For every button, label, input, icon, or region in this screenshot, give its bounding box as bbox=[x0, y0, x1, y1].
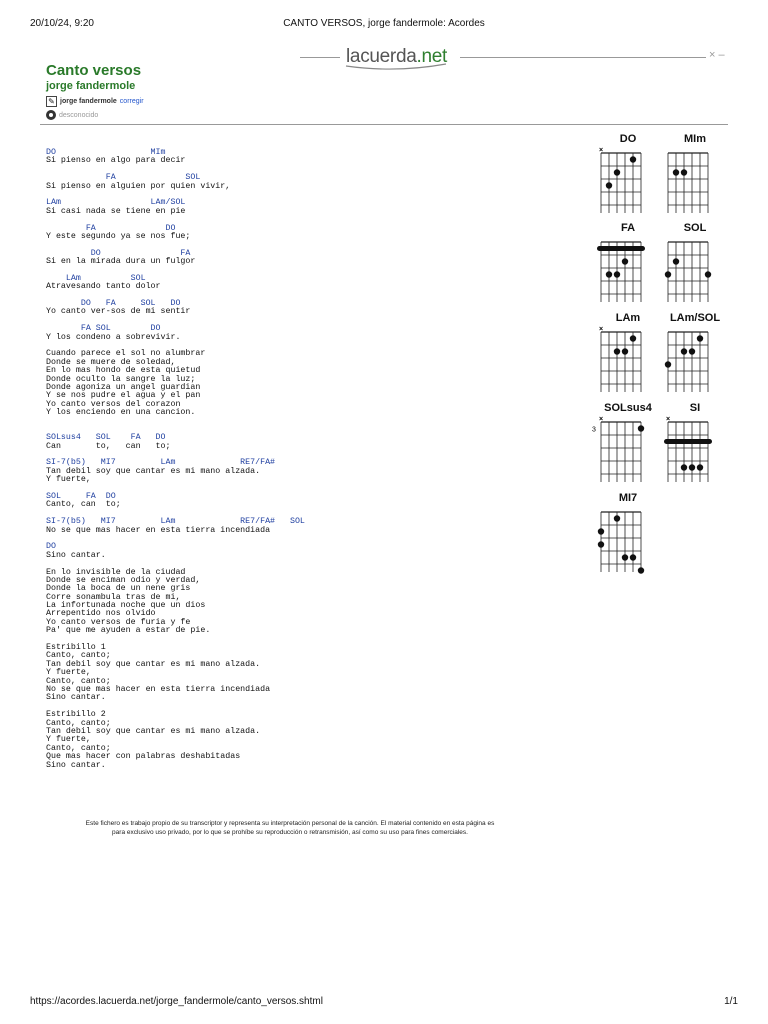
transcriber-row bbox=[46, 96, 144, 107]
lyric-line: Donde oculto la sangre la luz; bbox=[46, 374, 196, 384]
chord-line[interactable]: FA SOL DO bbox=[46, 324, 161, 334]
lyric-line: Sino cantar. bbox=[46, 760, 106, 770]
finger-dot bbox=[622, 554, 628, 560]
finger-dot bbox=[622, 258, 628, 264]
mute-mark: × bbox=[598, 147, 604, 154]
lyric-line: Atravesando tanto dolor bbox=[46, 282, 161, 292]
chord-line[interactable]: FA SOL bbox=[46, 173, 201, 183]
finger-dot bbox=[681, 169, 687, 175]
finger-dot bbox=[689, 348, 695, 354]
finger-dot bbox=[614, 169, 620, 175]
chord-grid bbox=[665, 147, 725, 221]
header-rule-left bbox=[300, 57, 340, 58]
site-header bbox=[300, 48, 728, 72]
chord-name: LAm/SOL bbox=[669, 312, 721, 324]
lyric-line: Canto, canto; bbox=[46, 676, 111, 686]
lyric-line: La infortunada noche que un dios bbox=[46, 601, 206, 611]
finger-dot bbox=[697, 464, 703, 470]
chord-diagram[interactable] bbox=[598, 133, 658, 213]
finger-dot bbox=[614, 515, 620, 521]
song-title: Canto versos bbox=[46, 62, 142, 79]
lyrics-block bbox=[46, 149, 566, 770]
print-header bbox=[30, 18, 738, 32]
logo-text-tld: .net bbox=[416, 46, 447, 67]
finger-dot bbox=[606, 271, 612, 277]
lyric-line: Canto, canto; bbox=[46, 651, 111, 661]
finger-dot bbox=[638, 567, 644, 573]
chord-name: SOLsus4 bbox=[604, 402, 652, 414]
chord-name: MIm bbox=[684, 133, 706, 145]
close-icon[interactable]: × – bbox=[709, 49, 725, 61]
edit-icon: ✎ bbox=[46, 96, 57, 107]
chord-name: SI bbox=[689, 402, 701, 414]
chord-diagram[interactable] bbox=[598, 312, 658, 392]
chord-diagram[interactable] bbox=[665, 402, 725, 482]
lyric-line: Corre sonambula tras de mi, bbox=[46, 592, 181, 602]
lyric-line: Yo canto ver-sos de mi sentir bbox=[46, 307, 191, 317]
chord-line[interactable]: SOL FA DO bbox=[46, 492, 116, 502]
lyric-line: Donde agoniza un angel guardian bbox=[46, 382, 201, 392]
print-page-title: CANTO VERSOS, jorge fandermole: Acordes bbox=[283, 18, 485, 29]
lyric-line: Si en la mirada dura un fulgor bbox=[46, 257, 196, 267]
lyric-line: Yo canto versos de furia y fe bbox=[46, 617, 191, 627]
finger-dot bbox=[606, 182, 612, 188]
lyric-line: En lo mas hondo de esta quietud bbox=[46, 366, 201, 376]
header-rule-right bbox=[460, 57, 706, 58]
lyric-line: No se que mas hacer en esta tierra incendiada bbox=[46, 685, 271, 694]
lyric-line: Y los condeno a sobrevivir. bbox=[46, 332, 181, 342]
logo-swirl-icon bbox=[344, 62, 448, 70]
lyric-line: Si pienso en algo para decir bbox=[46, 156, 186, 166]
page-url: https://acordes.lacuerda.net/jorge_fandermole/canto_versos.shtml bbox=[30, 996, 323, 1007]
chord-line[interactable]: SOLsus4 SOL FA DO bbox=[46, 433, 166, 443]
disc-icon bbox=[46, 110, 56, 120]
chord-grid bbox=[598, 236, 658, 310]
finger-dot bbox=[705, 271, 711, 277]
lyric-line: Y se nos pudre el agua y el pan bbox=[46, 391, 201, 401]
finger-dot bbox=[665, 271, 671, 277]
chord-line[interactable]: DO bbox=[46, 542, 56, 552]
lyric-line: Que mas hacer con palabras deshabitadas bbox=[46, 752, 241, 762]
lyric-line: Estribillo 1 bbox=[46, 643, 106, 653]
lyric-line: Tan debil soy que cantar es mi mano alzada. bbox=[46, 726, 261, 736]
lyric-line: Donde se muere de soledad, bbox=[46, 357, 176, 367]
chord-name: LAm bbox=[615, 312, 641, 324]
lyric-line: No se que mas hacer en esta tierra incendiada bbox=[46, 525, 271, 535]
song-artist[interactable]: jorge fandermole bbox=[46, 80, 136, 92]
lyric-line bbox=[46, 485, 566, 493]
chord-name: SOL bbox=[683, 222, 707, 234]
chord-grid bbox=[665, 236, 725, 310]
finger-dot bbox=[598, 541, 604, 547]
chord-diagram[interactable] bbox=[665, 312, 725, 392]
lyric-line: Yo canto versos del corazon bbox=[46, 399, 181, 409]
chord-diagram[interactable] bbox=[592, 402, 658, 482]
chord-grid bbox=[598, 506, 658, 580]
finger-dot bbox=[614, 271, 620, 277]
chord-line[interactable]: SI-7(b5) MI7 LAm RE7/FA# SOL bbox=[46, 517, 305, 527]
chord-grid bbox=[598, 147, 658, 221]
chord-name: MI7 bbox=[618, 492, 638, 504]
lyric-line: Canto, canto; bbox=[46, 718, 111, 728]
fix-link[interactable]: corregir bbox=[119, 98, 144, 105]
finger-dot bbox=[681, 348, 687, 354]
lyric-line: Tan debil soy que cantar es mi mano alzada. bbox=[46, 659, 261, 669]
finger-dot bbox=[673, 169, 679, 175]
lyric-line: Estribillo 2 bbox=[46, 710, 106, 720]
lyric-line: Canto, can to; bbox=[46, 500, 121, 510]
lyric-line: Y fuerte, bbox=[46, 668, 91, 678]
finger-dot bbox=[614, 348, 620, 354]
lyric-line: Sino cantar. bbox=[46, 693, 106, 703]
chord-line[interactable]: LAm LAm/SOL bbox=[46, 198, 186, 208]
barre-bar bbox=[664, 439, 712, 444]
finger-dot bbox=[689, 464, 695, 470]
divider bbox=[40, 124, 728, 125]
disclaimer bbox=[40, 819, 540, 837]
lyric-line: Can to, can to; bbox=[46, 441, 171, 451]
chord-line[interactable]: DO FA bbox=[46, 248, 191, 258]
chord-line[interactable]: SI-7(b5) MI7 LAm RE7/FA# bbox=[46, 458, 276, 468]
lyric-line: Sino cantar. bbox=[46, 550, 106, 560]
lyric-line: Donde se enciman odio y verdad, bbox=[46, 575, 201, 585]
lyric-line: Arrepentido nos olvido bbox=[46, 609, 156, 619]
finger-dot bbox=[630, 335, 636, 341]
chord-diagram[interactable] bbox=[665, 133, 725, 213]
lyric-line: Tan debil soy que cantar es mi mano alzada. bbox=[46, 466, 261, 476]
chord-line[interactable]: LAm SOL bbox=[46, 273, 146, 283]
lyric-line: Y fuerte, bbox=[46, 735, 91, 745]
chord-grid bbox=[665, 326, 725, 400]
chord-name: DO bbox=[619, 133, 637, 145]
lyric-line bbox=[46, 418, 566, 426]
finger-dot bbox=[665, 361, 671, 367]
lyric-line: Y este segundo ya se nos fue; bbox=[46, 231, 191, 241]
chord-grid bbox=[598, 326, 658, 400]
album-row bbox=[46, 110, 98, 120]
page-count: 1/1 bbox=[724, 996, 738, 1007]
chord-diagram[interactable] bbox=[665, 222, 725, 302]
finger-dot bbox=[598, 528, 604, 534]
transcriber-name[interactable]: jorge fandermole bbox=[60, 98, 117, 105]
lyric-line bbox=[46, 535, 566, 543]
lyric-line bbox=[46, 636, 566, 644]
mute-mark: × bbox=[598, 326, 604, 333]
finger-dot bbox=[697, 335, 703, 341]
print-date: 20/10/24, 9:20 bbox=[30, 18, 94, 29]
fret-number: 3 bbox=[592, 426, 596, 434]
finger-dot bbox=[681, 464, 687, 470]
logo-text-main: lacuerda bbox=[346, 46, 417, 67]
lyric-line: Y los enciendo en una cancion. bbox=[46, 408, 196, 418]
lyric-line: Cuando parece el sol no alumbrar bbox=[46, 349, 206, 359]
chord-name: FA bbox=[620, 222, 636, 234]
finger-dot bbox=[638, 425, 644, 431]
chord-line[interactable]: DO MIm bbox=[46, 148, 166, 157]
barre-bar bbox=[597, 246, 645, 251]
disclaimer-line: Este fichero es trabajo propio de su transcriptor y representa su interpretación personal de la canción. El material contenido en esta página es bbox=[85, 820, 495, 827]
chord-grid bbox=[665, 416, 725, 490]
lyric-line: Canto, canto; bbox=[46, 743, 111, 753]
chord-line[interactable]: FA DO bbox=[46, 223, 176, 233]
lyric-line bbox=[46, 703, 566, 711]
mute-mark: × bbox=[665, 416, 671, 423]
chord-line[interactable]: DO FA SOL DO bbox=[46, 299, 181, 309]
chord-grid bbox=[592, 416, 658, 490]
finger-dot bbox=[673, 258, 679, 264]
finger-dot bbox=[622, 348, 628, 354]
lyric-line: Si pienso en alguien por quien vivir, bbox=[46, 181, 231, 191]
lyric-line: Donde la boca de un nene gris bbox=[46, 584, 191, 594]
mute-mark: × bbox=[598, 416, 604, 423]
chord-diagram[interactable] bbox=[598, 492, 658, 572]
finger-dot bbox=[630, 156, 636, 162]
lyric-line: En lo invisible de la ciudad bbox=[46, 567, 186, 577]
disclaimer-line: para exclusivo uso privado, por lo que se prohíbe su reproducción o retransmisión, así como su uso para fines comerciales. bbox=[112, 829, 468, 836]
finger-dot bbox=[630, 554, 636, 560]
album-name: desconocido bbox=[59, 111, 99, 119]
lyric-line: Pa' que me ayuden a estar de pie. bbox=[46, 626, 211, 636]
lyric-line: Si casi nada se tiene en pie bbox=[46, 206, 186, 216]
lyric-line: Y fuerte, bbox=[46, 475, 91, 485]
chord-diagram[interactable] bbox=[598, 222, 658, 302]
